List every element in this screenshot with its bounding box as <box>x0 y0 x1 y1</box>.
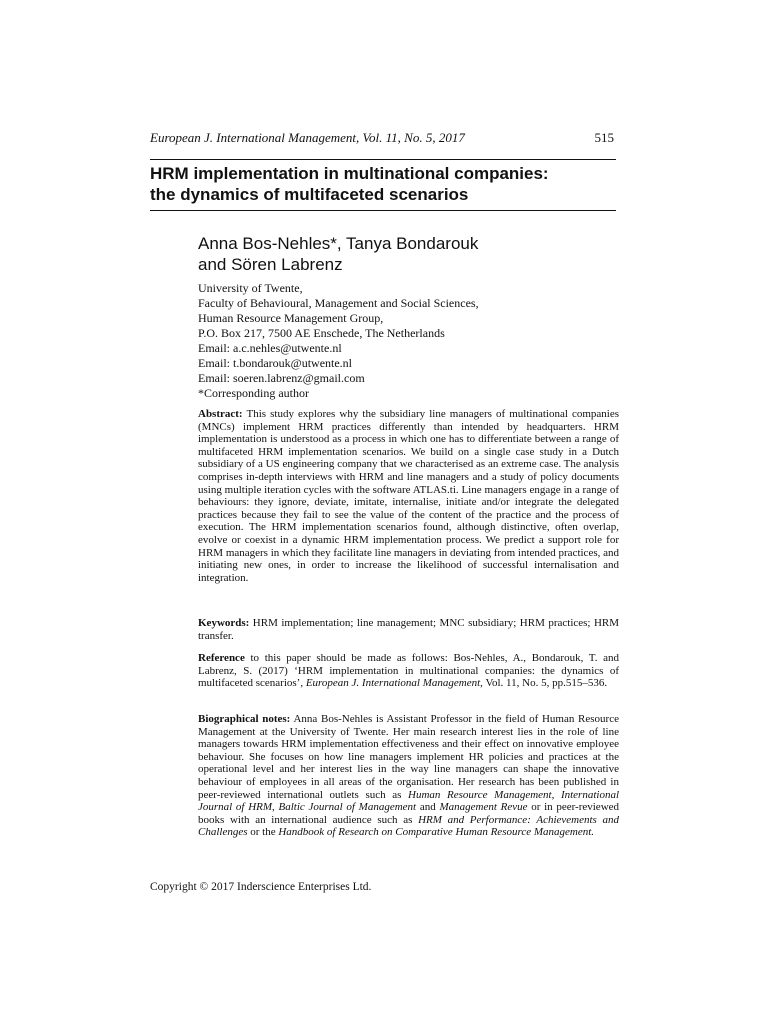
paper-title <box>150 163 616 205</box>
bio-book: Handbook of Research on Comparative Human Resource Management. <box>278 826 595 839</box>
journal-citation: European J. International Management, Vol. 11, No. 5, 2017 <box>150 130 465 145</box>
bio-separator: and <box>419 801 436 814</box>
authors-line-2: and Sören Labrenz <box>198 255 343 274</box>
title-line-2: the dynamics of multifaceted scenarios <box>150 185 469 204</box>
biographical-notes-paragraph <box>198 713 619 839</box>
bio-journal: International Journal of HRM <box>198 788 620 814</box>
email-line: Email: soeren.labrenz@gmail.com <box>198 371 365 385</box>
paper-page <box>150 0 620 1024</box>
authors-line-1: Anna Bos-Nehles*, Tanya Bondarouk <box>198 234 479 253</box>
copyright-notice: Copyright © 2017 Inderscience Enterprises Ltd. <box>150 881 372 893</box>
keywords-label: Keywords: <box>198 617 250 629</box>
reference-volume: , Vol. 11, No. 5, pp.515–536. <box>480 677 608 690</box>
title-bottom-rule <box>150 210 616 211</box>
abstract-label: Abstract: <box>198 408 243 420</box>
bio-separator: or the <box>250 826 276 839</box>
abstract-paragraph <box>198 408 619 584</box>
bio-text: or in peer-reviewed books with an international audience such as <box>198 801 620 826</box>
page-number: 515 <box>594 130 614 145</box>
abstract-text: This study explores why the subsidiary line managers of multinational companies (MNCs) implement HRM practices differently than intended by headquarters. HRM implementation is understood as a process in which one has to differentiate between a range of multifaceted HRM implementation scenarios. We build on a single case study in a Dutch subsidiary of a US engineering company that we characterised as an extreme case. The analysis comprises in-depth interviews with HRM and line managers and a study of policy documents using multiple iteration cycles with the software ATLAS.ti. Line managers engage in a range of behaviours: they ignore, deviate, imitate, internalise, initiate and/or integrate the delegated practices because they fail to see the value of the content of the practice and the process of execution. The HRM implementation scenarios found, although distinctive, often overlap, evolve or coexist in a dynamic HRM implementation process. We predict a support role for HRM managers in which they facilitate line managers in deviating from intended practices, and initiating new ones, in order to increase the likelihood of successful internalisation and integration. <box>198 408 620 584</box>
bio-separator: , <box>551 788 555 801</box>
bio-label: Biographical notes: <box>198 713 291 725</box>
affiliation-faculty: Faculty of Behavioural, Management and Social Sciences, <box>198 296 479 310</box>
email-line: Email: a.c.nehles@utwente.nl <box>198 341 342 355</box>
keywords-text: HRM implementation; line management; MNC subsidiary; HRM practices; HRM transfer. <box>198 617 619 642</box>
bio-text: Anna Bos-Nehles is Assistant Professor in the field of Human Resource Management at the University of Twente. Her main research interest lies in the role of line managers towards HRM implementation effectiveness and their effect on innovative employee behaviour. She focuses on how line managers implement HR policies and practices at the operational level and her interest lies in the way line managers can shape the innovative behaviour of employees in all areas of the organisation. Her research has been published in peer-reviewed international outlets such as <box>198 713 619 801</box>
email-line: Email: t.bondarouk@utwente.nl <box>198 356 353 370</box>
corresponding-author-note: *Corresponding author <box>198 386 309 400</box>
bio-journal: Human Resource Management <box>408 788 552 801</box>
bio-journal: Baltic Journal of Management <box>278 801 417 814</box>
keywords-paragraph <box>198 617 619 642</box>
reference-paragraph <box>198 652 619 690</box>
bio-journal: Management Revue <box>439 801 528 814</box>
reference-journal: European J. International Management <box>305 677 481 690</box>
affiliation-address: P.O. Box 217, 7500 AE Enschede, The Netherlands <box>198 326 445 340</box>
title-line-1: HRM implementation in multinational companies: <box>150 164 549 183</box>
bio-book: HRM and Performance: Achievements and Challenges <box>198 813 620 839</box>
affiliation-university: University of Twente, <box>198 281 303 295</box>
reference-label: Reference <box>198 652 245 664</box>
author-list <box>198 233 616 275</box>
reference-text: to this paper should be made as follows: Bos-Nehles, A., Bondarouk, T. and Labrenz, S. (2017) ‘HRM implementation in multinational companies: the dynamics of multifaceted scenarios’, <box>198 652 619 690</box>
affiliation-group: Human Resource Management Group, <box>198 311 384 325</box>
title-top-rule <box>150 159 616 160</box>
affiliation-block <box>198 281 616 401</box>
running-head <box>150 130 616 146</box>
bio-separator: , <box>272 801 275 814</box>
